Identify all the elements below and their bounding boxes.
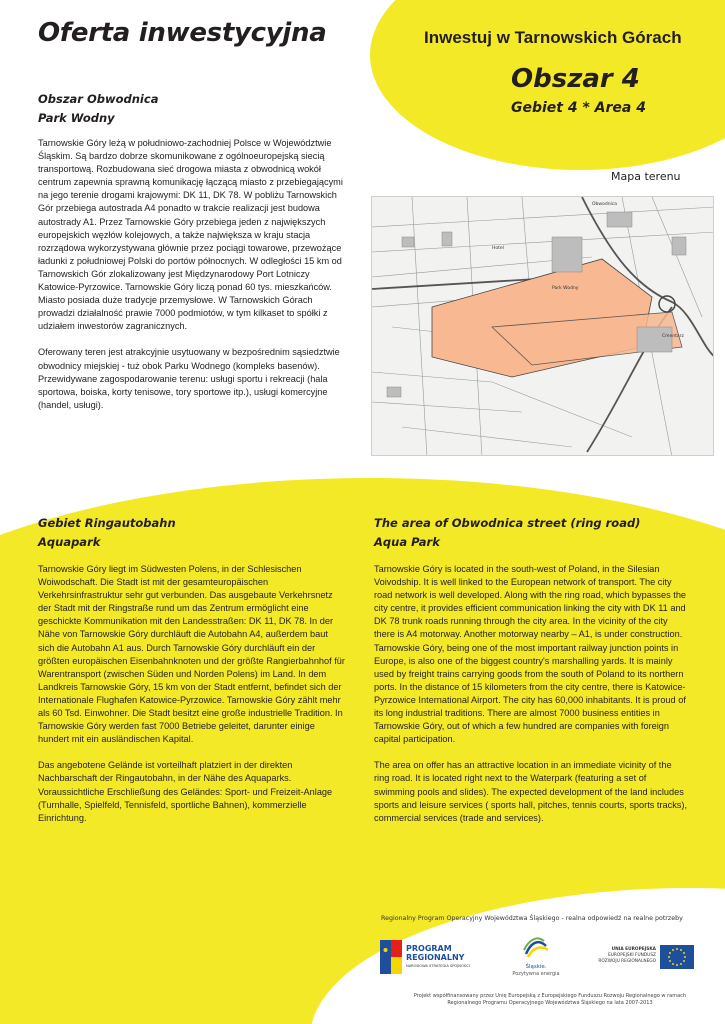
- logo1-line1: PROGRAM: [406, 944, 452, 953]
- area-subtitle: Gebiet 4 * Area 4: [511, 100, 646, 116]
- eu-flag-icon: [660, 945, 694, 969]
- footer-tagline: Regionalny Program Operacyjny Województwa Śląskiego - realna odpowiedź na realne potrzeby: [381, 915, 683, 922]
- english-paragraph-1: Tarnowskie Góry is located in the south-west of Poland, in the Silesian Voivodship. It is well linked to the European network of transport. The city road network is well developed. Along with the ring road, which bypasses the city centre, it provides efficient communication linking the city with DK 11 and DK 78 trunk roads running through the city area. In the vicinity of the city there is A4 motorway. Another motorway nearby – A1, is under construction. Tarnowskie Góry, being one of the most important railway junction points in Europe, is also one of the biggest country's marshalling yards. It is mainly used by freight trains carrying goods from the south of Poland to its northern ports. In the distance of 15 kilometers from the city centre, there is Katowice- Pyrzowice International Airport. The city has 60,000 inhabitants. It is proud of its long industrial traditions. There are almost 7000 business entities in Tarnowskie Góry, out of which a few hundred are companies with foreign capital participation.: [374, 564, 687, 745]
- logo1-line2: REGIONALNY: [406, 953, 465, 962]
- eu-logo: [570, 945, 694, 975]
- logo2-line1: Śląskie.: [525, 964, 547, 970]
- polish-body: [38, 137, 346, 425]
- logo3-line2: EUROPEJSKI FUNDUSZ: [608, 953, 656, 958]
- program-regionalny-logo: [380, 938, 495, 976]
- english-heading-line1: The area of Obwodnica street (ring road): [374, 516, 641, 530]
- german-heading-line2: Aquapark: [38, 535, 101, 549]
- polish-heading: [38, 90, 158, 128]
- polish-heading-line2: Park Wodny: [38, 111, 115, 125]
- site-map-drawing: [372, 197, 714, 456]
- german-heading-line1: Gebiet Ringautobahn: [38, 516, 176, 530]
- english-heading-line2: Aqua Park: [374, 535, 440, 549]
- footer-note: Projekt współfinansowany przez Unię Europejską z Europejskiego Funduszu Rozwoju Regionalnego w ramach Regionalnego Programu Operacyjnego Województwa Śląskiego na lata 2007-2013: [413, 993, 687, 1006]
- slaskie-icon: [522, 936, 550, 960]
- english-body: [374, 563, 688, 838]
- map-hotel-label: Hotel: [492, 246, 504, 251]
- polish-paragraph-2: Oferowany teren jest atrakcyjnie usytuowany w bezpośrednim sąsiedztwie obwodnicy miejskiej - tuż obok Parku Wodnego (kompleks basenów). Przewidywane zagospodarowanie terenu: usługi sportu i rekreacji (hala sportowa, boiska, korty tenisowe, tory sportowe itp.), usługi komercyjne (handel, usługi).: [38, 347, 340, 410]
- english-heading: [374, 514, 640, 552]
- document-title: Oferta inwestycyjna: [38, 18, 327, 48]
- logo2-line2: Pozytywna energia: [512, 971, 560, 977]
- polish-heading-line1: Obszar Obwodnica: [38, 92, 159, 106]
- program-regionalny-icon: [380, 940, 402, 974]
- map-other-label: Cmentarz: [662, 334, 684, 339]
- map-park-label: Park Wodny: [552, 286, 579, 291]
- map-label: Mapa terenu: [611, 170, 681, 183]
- logo1-line3: NARODOWA STRATEGIA SPÓJNOŚCI: [406, 964, 470, 968]
- map-street-label: Obwodnica: [592, 202, 618, 207]
- german-body: [38, 563, 346, 838]
- german-heading: [38, 514, 176, 552]
- logo3-line3: ROZWOJU REGIONALNEGO: [598, 959, 656, 964]
- header-tagline: Inwestuj w Tarnowskich Górach: [424, 28, 682, 47]
- area-title: Obszar 4: [511, 64, 640, 94]
- polish-paragraph-1: Tarnowskie Góry leżą w południowo-zachodniej Polsce w Województwie Śląskim. Są bardzo dobrze skomunikowane z ogólnoeuropejską siecią transportową. Rozbudowana sieć drogowa miasta z obwodnicą wokół centrum zapewnia sprawną komunikację łączącą miasto z przebiegającymi na jego terenie drogami krajowymi: DK 11, DK 78. W pobliżu Tarnowskich Gór przebiega autostrada A4 ponadto w trakcie realizacji jest budowa autostrady A1. Przez Tarnowskie Góry przebiega jeden z największych europejskich węzłów kolejowych, a także największa w kraju stacja rozrządowa wykorzystywana głównie przez pociągi towarowe, przewożące ładunki z południowej Polski do portów północnych. W odległości 15 km od Tarnowskich Gór zlokalizowany jest Międzynarodowy Port Lotniczy Katowice-Pyrzowice. Tarnowskie Góry liczą ponad 60 tys. mieszkańców. Miasto posiada duże tradycje przemysłowe. W Tarnowskich Górach prowadzi działalność prawie 7000 podmiotów, w tym kilkaset to spółki z udziałem inwestorów zagranicznych.: [38, 138, 343, 332]
- german-paragraph-2: Das angebotene Gelände ist vorteilhaft platziert in der direkten Nachbarschaft der Ringautobahn, in der Nähe des Aquaparks. Voraussichtliche Erschließung des Geländes: Sport- und Freizeit-Anlage (Turnhalle, Spielfeld, Tennisfeld, sportliche Bahnen), kommerzielle Einrichtung.: [38, 760, 333, 823]
- site-map: [371, 196, 714, 456]
- german-paragraph-1: Tarnowskie Góry liegt im Südwesten Polens, in der Schlesischen Woiwodschaft. Die Stadt ist mit der gesamteuropäischen Verkehrsinfrastruktur sehr gut verbunden. Das ausgebaute Verkehrsnetz der Stadt mit der Ringstraße rund um das Zentrum ermöglicht eine geschickte Kommunikation mit den Landesstraßen: DK 11, DK 78. In der Nähe von Tarnowskie Góry durchläuft die Autobahn A4, außerdem baut sich die Autobahn A1 aus. Durch Tarnowskie Góry durchläuft ein der größten europäischen Eisenbahnknoten und der größte Rangierbahnhof für Warentransport (zwischen Süden und Norden Polens) im Land. In dem Landkreis Tarnowskie Góry, 15 km von der Stadt entfernt, befindet sich der Internationale Flughafen Katowice-Pyrzowice. Tarnowskie Góry zählt mehr als 60 Tsd. Einwohner. Die Stadt besitzt eine große industrielle Tradition. In Tarnowskie Góry werden fast 7000 Betriebe geleitet, darunter einige hundert mit ein ausländischen Kapital.: [38, 564, 345, 745]
- english-paragraph-2: The area on offer has an attractive location in an immediate vicinity of the ring road. It is located right next to the Waterpark (featuring a set of swimming pools and slides). The expected development of the land includes sports and leisure services ( sports hall, pitches, tennis courts, sports tracks), commercial services (trade and services).: [374, 760, 688, 823]
- logo3-line1: UNIA EUROPEJSKA: [611, 947, 656, 952]
- slaskie-logo: [508, 936, 564, 980]
